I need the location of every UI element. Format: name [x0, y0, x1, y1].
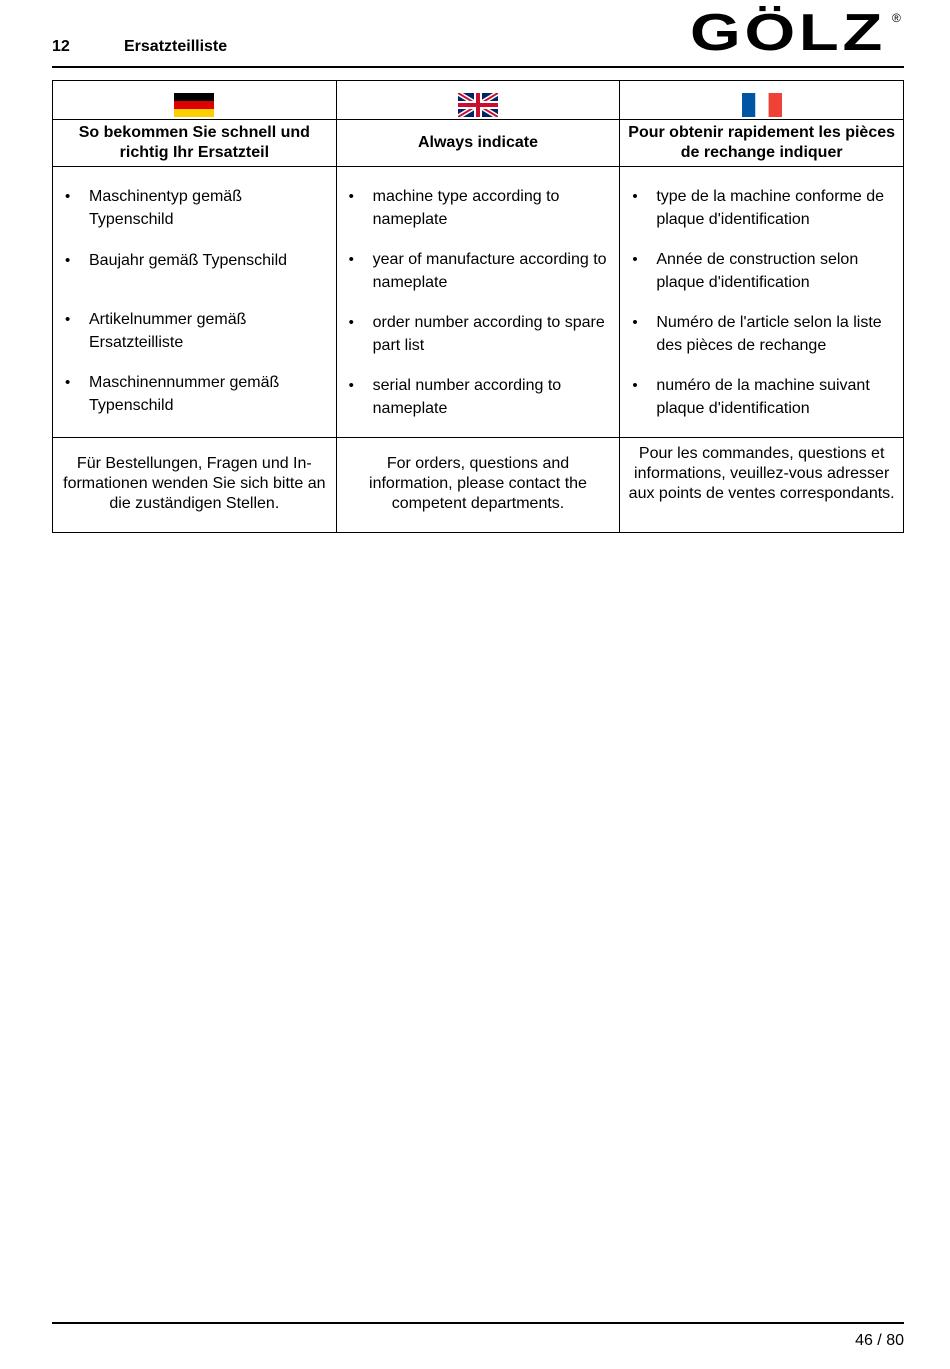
- spare-parts-info-table: [52, 80, 904, 533]
- flag-cell-de: [53, 81, 337, 120]
- list-item: • Année de construction selon plaque d'identification: [632, 248, 895, 294]
- flag-cell-en: [336, 81, 620, 120]
- list-item: • year of manufacture according to nameplate: [349, 248, 612, 294]
- list-item: • machine type according to nameplate: [349, 185, 612, 231]
- list-item: • type de la machine conforme de plaque d'identification: [632, 185, 895, 231]
- note-row: [53, 438, 904, 533]
- list-de: [53, 167, 336, 417]
- footer-divider: [52, 1322, 904, 1324]
- page-header: [52, 0, 904, 68]
- list-item: • Maschinentyp gemäß Typenschild: [65, 185, 328, 231]
- list-item: • Numéro de l'article selon la liste des pièces de rechange: [632, 311, 895, 357]
- section-number: 12: [52, 38, 70, 55]
- note-text-en: For orders, questions and information, please contact the competent departments.: [369, 455, 587, 512]
- section-title: Ersatzteilliste: [124, 38, 228, 55]
- list-item: • Baujahr gemäß Typenschild: [65, 249, 328, 272]
- registered-mark: ®: [892, 11, 901, 25]
- list-item: • numéro de la machine suivant plaque d'identification: [632, 374, 895, 420]
- list-item: • order number according to spare part list: [349, 311, 612, 357]
- germany-flag-icon: [174, 93, 214, 117]
- heading-row: [53, 120, 904, 167]
- flag-row: [53, 81, 904, 120]
- note-en: [336, 438, 620, 533]
- note-text-fr: Pour les commandes, questions et informations, veuillez-vous adresser aux points de ventes correspondants.: [628, 445, 895, 502]
- heading-de: So bekommen Sie schnell und richtig Ihr Ersatzteil: [53, 120, 337, 167]
- list-cell-de: [53, 167, 337, 438]
- note-fr: [620, 438, 904, 533]
- page-number: 46 / 80: [855, 1332, 904, 1349]
- note-text-de: Für Bestellungen, Fragen und In-formationen wenden Sie sich bitte an die zuständigen Stellen.: [63, 455, 326, 512]
- list-en: [337, 167, 620, 420]
- heading-fr: Pour obtenir rapidement les pièces de rechange indiquer: [620, 120, 904, 167]
- goelz-logo: [690, 6, 904, 56]
- list-cell-fr: [620, 167, 904, 438]
- list-fr: [620, 167, 903, 420]
- list-item: • Artikelnummer gemäß Ersatzteilliste: [65, 308, 328, 354]
- list-row: [53, 167, 904, 438]
- france-flag-icon: [742, 93, 782, 117]
- note-de: [53, 438, 337, 533]
- list-cell-en: [336, 167, 620, 438]
- heading-en: Always indicate: [336, 120, 620, 167]
- flag-cell-fr: [620, 81, 904, 120]
- logo-text: GÖLZ: [690, 6, 886, 56]
- list-item: • serial number according to nameplate: [349, 374, 612, 420]
- uk-flag-icon: [458, 93, 498, 117]
- list-item: • Maschinennummer gemäß Typenschild: [65, 371, 328, 417]
